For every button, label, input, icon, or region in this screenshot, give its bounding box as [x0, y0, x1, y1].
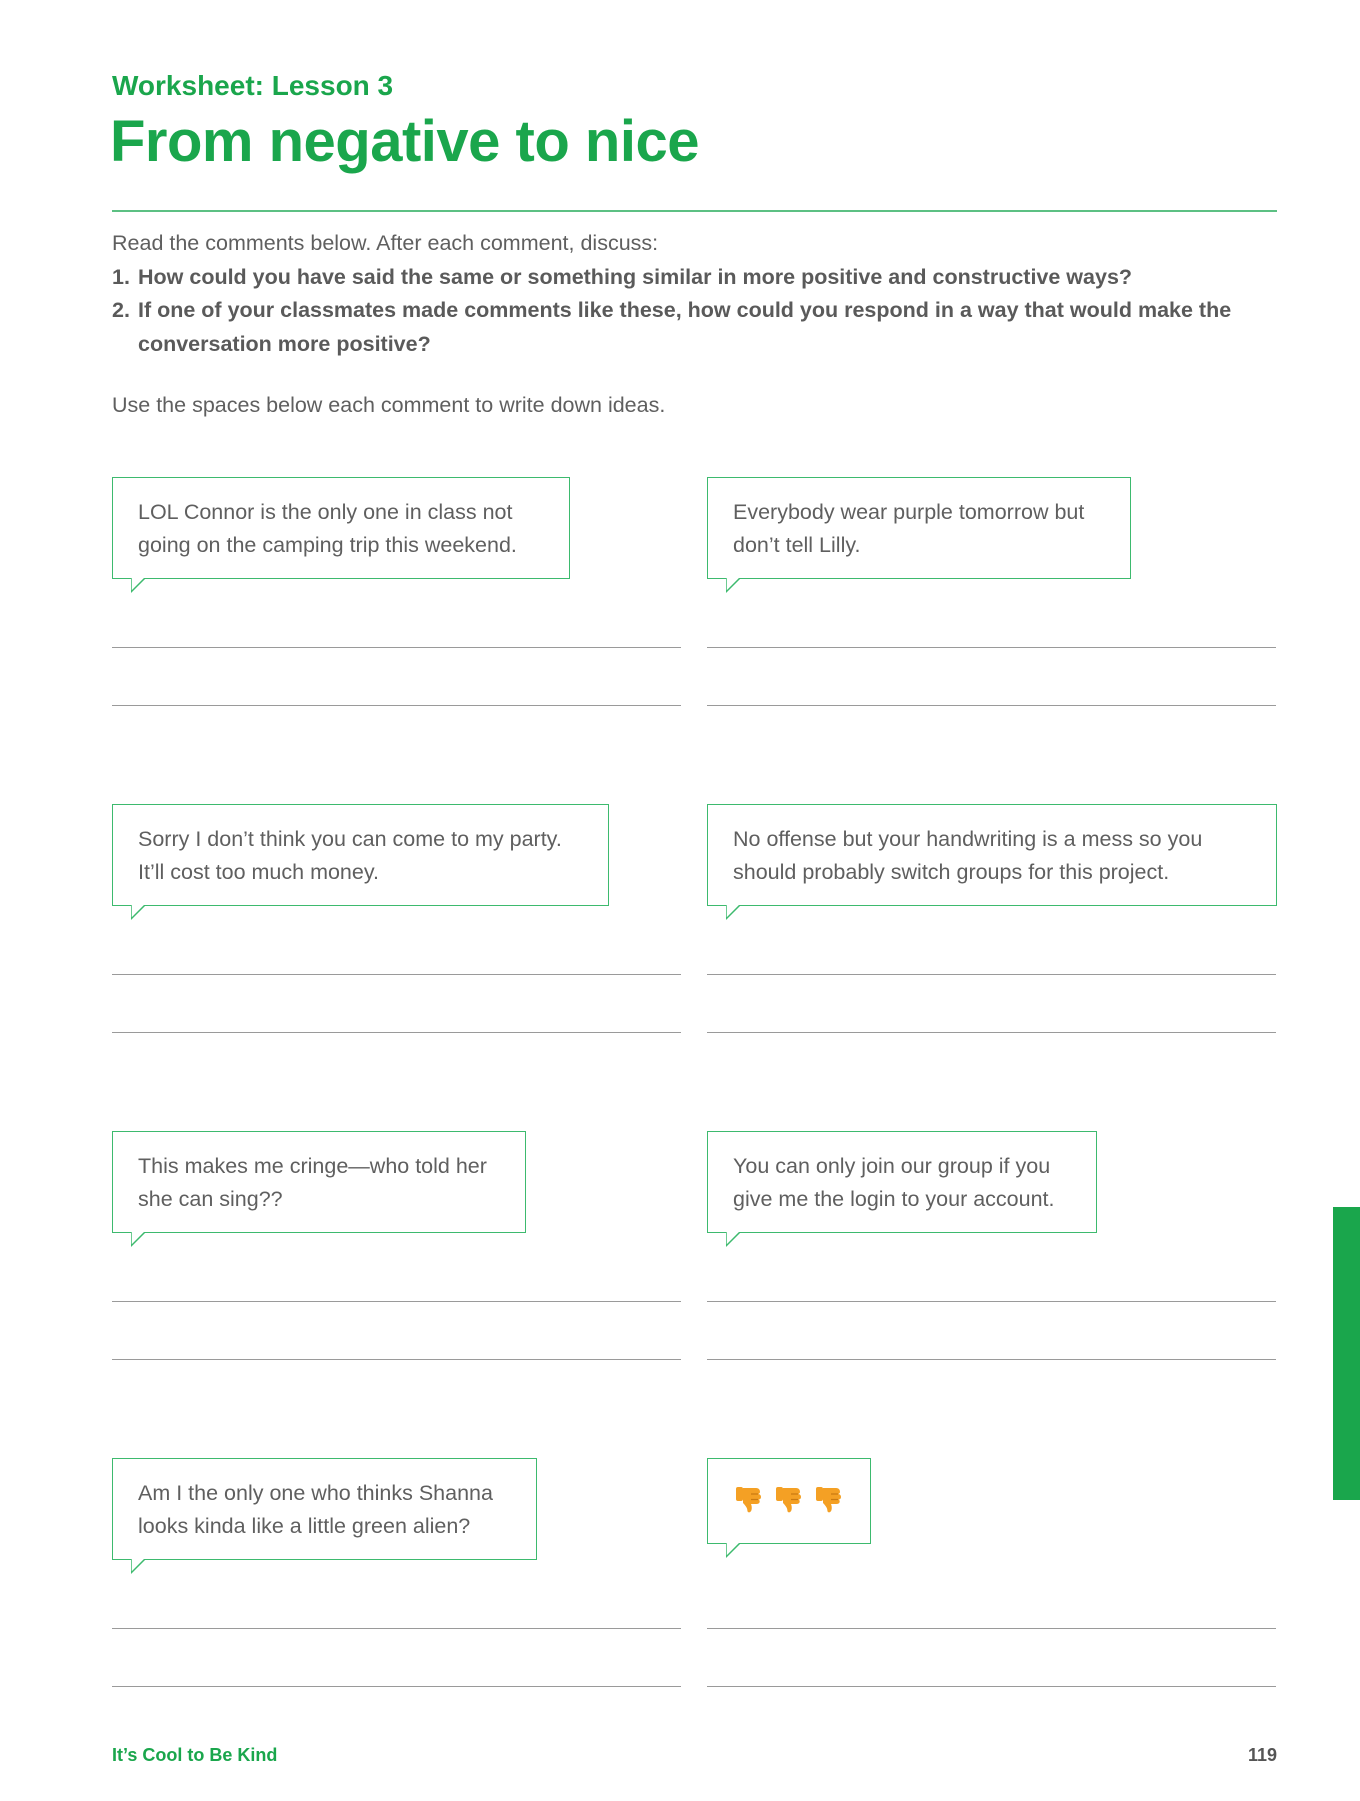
question-text: How could you have said the same or something similar in more positive and constructive ways?: [138, 264, 1133, 289]
discussion-question: [112, 294, 1277, 361]
speech-tail-icon: [131, 1232, 151, 1248]
write-line[interactable]: [707, 1628, 1276, 1629]
instructions-lead: Read the comments below. After each comment, discuss:: [112, 231, 659, 255]
comment-bubble: [707, 477, 1131, 579]
section-tab: [1333, 1207, 1360, 1500]
comment-line: going on the camping trip this weekend.: [138, 533, 517, 557]
write-line[interactable]: [707, 974, 1276, 975]
comment-line: It’ll cost too much money.: [138, 860, 379, 884]
comment-line: No offense but your handwriting is a mess so you: [733, 827, 1203, 851]
comment-line: don’t tell Lilly.: [733, 533, 861, 557]
speech-tail-icon: [726, 1543, 746, 1559]
thumbs-down-group: [733, 1477, 846, 1515]
question-text: If one of your classmates made comments like these, how could you respond in a way that would make the conversation more positive?: [138, 298, 1232, 356]
header-divider: [112, 210, 1277, 212]
emoji-comment-bubble: [707, 1458, 871, 1544]
discussion-questions: [112, 261, 1277, 362]
comment-line: You can only join our group if you: [733, 1154, 1051, 1178]
comment-bubble: [112, 1131, 526, 1233]
worksheet-eyebrow: Worksheet: Lesson 3: [112, 70, 394, 101]
comment-bubble: [112, 804, 609, 906]
write-line[interactable]: [707, 1032, 1276, 1033]
speech-tail-icon: [726, 905, 746, 921]
comment-bubble: [707, 804, 1277, 906]
comment-line: she can sing??: [138, 1187, 283, 1211]
write-line[interactable]: [707, 1686, 1276, 1687]
page-title: From negative to nice: [110, 109, 699, 174]
write-line[interactable]: [112, 647, 681, 648]
comment-bubble: [112, 477, 570, 579]
write-line[interactable]: [112, 1628, 681, 1629]
thumbs-down-icon: [813, 1483, 845, 1515]
comment-line: should probably switch groups for this project.: [733, 860, 1170, 884]
comment-line: LOL Connor is the only one in class not: [138, 500, 513, 524]
page-number: 119: [1247, 1745, 1277, 1765]
speech-tail-icon: [726, 578, 746, 594]
write-line[interactable]: [112, 1686, 681, 1687]
write-line[interactable]: [112, 705, 681, 706]
write-line[interactable]: [112, 1359, 681, 1360]
comment-line: looks kinda like a little green alien?: [138, 1514, 471, 1538]
discussion-question: [112, 261, 1277, 295]
speech-tail-icon: [131, 905, 151, 921]
comment-bubble: [707, 1131, 1097, 1233]
write-line[interactable]: [707, 1359, 1276, 1360]
question-number: 1.: [112, 264, 130, 289]
thumbs-down-icon: [733, 1483, 765, 1515]
instructions-writing: Use the spaces below each comment to write down ideas.: [112, 393, 666, 417]
write-line[interactable]: [707, 1301, 1276, 1302]
thumbs-down-icon: [773, 1483, 805, 1515]
comment-bubble: [112, 1458, 537, 1560]
write-line[interactable]: [707, 647, 1276, 648]
write-line[interactable]: [112, 1301, 681, 1302]
question-number: 2.: [112, 298, 130, 322]
write-line[interactable]: [707, 705, 1276, 706]
instructions: [112, 227, 1277, 423]
write-line[interactable]: [112, 1032, 681, 1033]
comment-line: This makes me cringe—who told her: [138, 1154, 487, 1178]
comment-line: Sorry I don’t think you can come to my party.: [138, 827, 562, 851]
speech-tail-icon: [726, 1232, 746, 1248]
footer-title: It’s Cool to Be Kind: [112, 1745, 278, 1765]
comment-line: Am I the only one who thinks Shanna: [138, 1481, 493, 1505]
speech-tail-icon: [131, 1559, 151, 1575]
comment-line: Everybody wear purple tomorrow but: [733, 500, 1085, 524]
comment-line: give me the login to your account.: [733, 1187, 1055, 1211]
write-line[interactable]: [112, 974, 681, 975]
speech-tail-icon: [131, 578, 151, 594]
